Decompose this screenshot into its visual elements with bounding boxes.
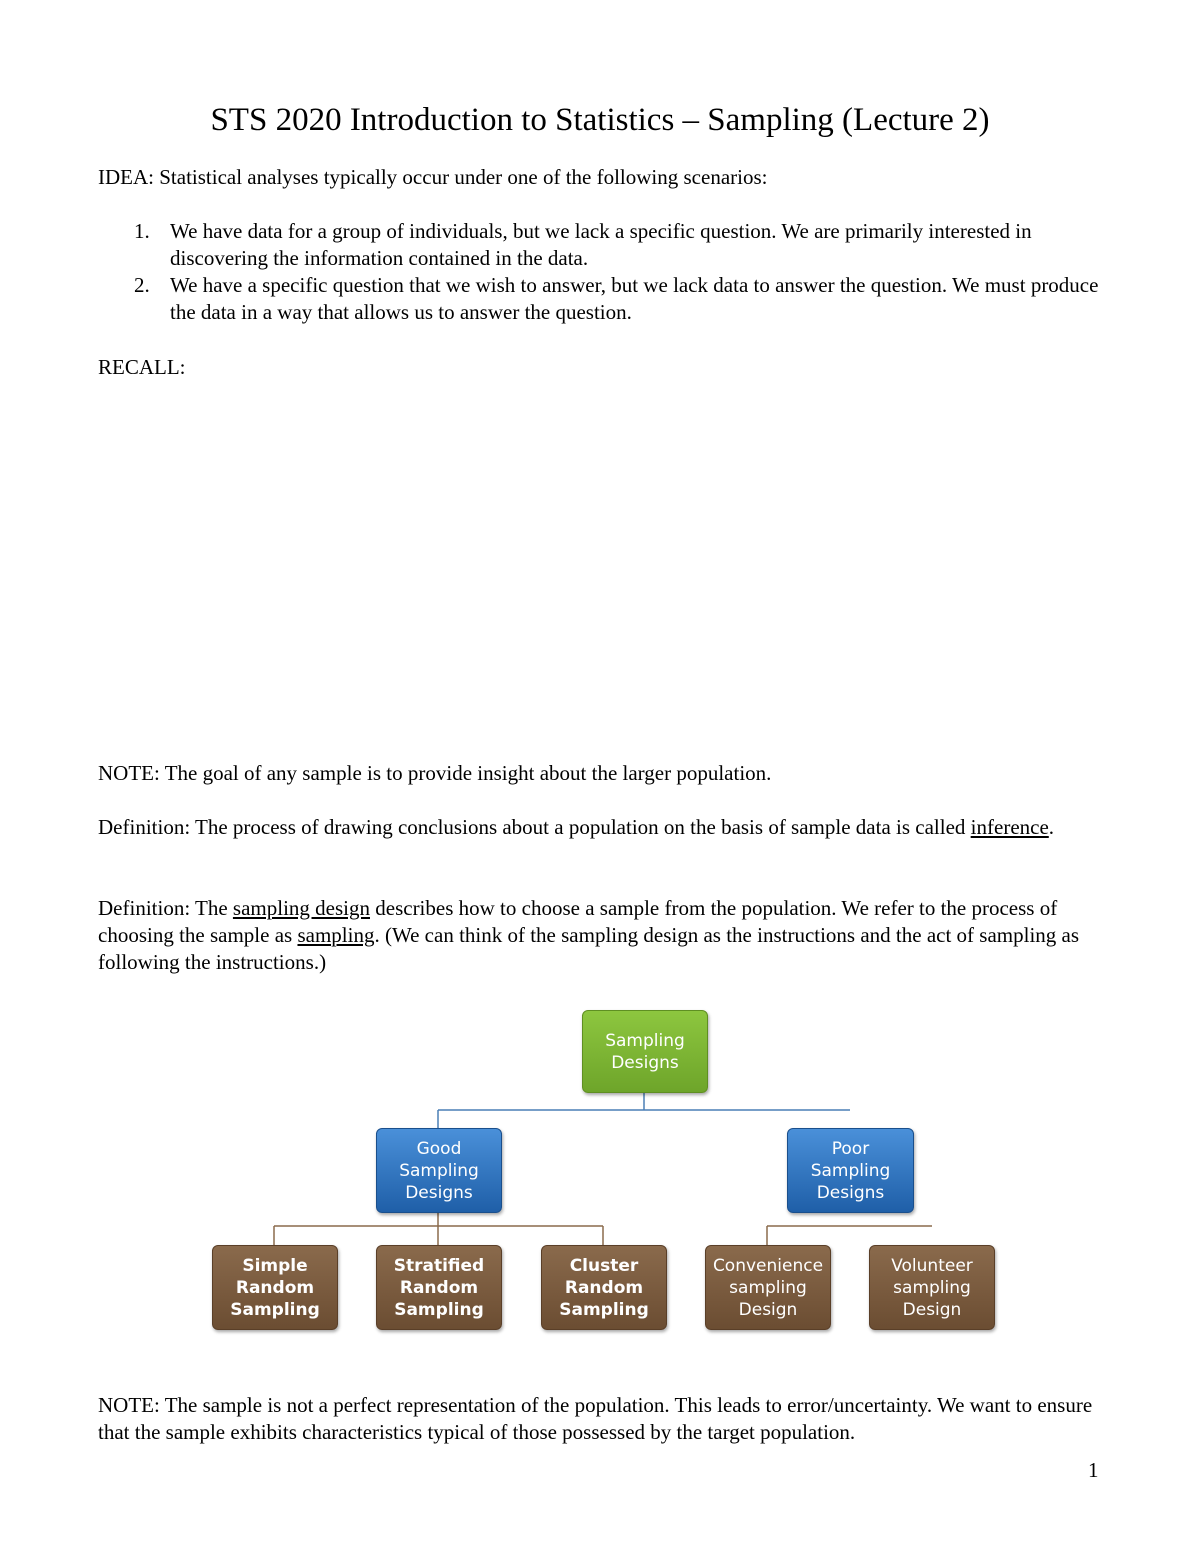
node-cluster-random-sampling: Cluster Random Sampling bbox=[541, 1245, 667, 1330]
term-sampling-design: sampling design bbox=[232, 896, 370, 920]
scenario-number: 2. bbox=[134, 273, 150, 297]
node-stratified-random-sampling: Stratified Random Sampling bbox=[376, 1245, 502, 1330]
page-title: STS 2020 Introduction to Statistics – Sampling (Lecture 2) bbox=[210, 102, 990, 138]
definition-sampling-design bbox=[98, 895, 1108, 976]
definition-inference bbox=[98, 814, 1108, 841]
definition-text: Definition: The process of drawing conclusions about a population on the basis of sample data is called bbox=[98, 815, 971, 839]
scenario-number: 1. bbox=[134, 219, 150, 243]
term-sampling: sampling bbox=[297, 923, 375, 947]
definition-text: Definition: The bbox=[98, 896, 233, 920]
idea-paragraph: IDEA: Statistical analyses typically occur under one of the following scenarios: bbox=[98, 165, 768, 189]
scenario-item-1 bbox=[98, 218, 1108, 272]
scenario-text: We have data for a group of individuals, but we lack a specific question. We are primarily interested in discovering the information contained in the data. bbox=[170, 219, 1032, 270]
node-convenience-sampling-design: Convenience sampling Design bbox=[705, 1245, 831, 1330]
note-goal: NOTE: The goal of any sample is to provide insight about the larger population. bbox=[98, 761, 772, 785]
recall-label: RECALL: bbox=[98, 355, 186, 379]
node-good-sampling-designs: Good Sampling Designs bbox=[376, 1128, 502, 1213]
node-simple-random-sampling: Simple Random Sampling bbox=[212, 1245, 338, 1330]
node-sampling-designs: Sampling Designs bbox=[582, 1010, 708, 1093]
definition-text-middle: describes how to choose a sample from the population. We refer to the process of choosing the sample as bbox=[98, 896, 1058, 947]
node-volunteer-sampling-design: Volunteer sampling Design bbox=[869, 1245, 995, 1330]
definition-suffix: . bbox=[1048, 815, 1055, 839]
scenario-text: We have a specific question that we wish to answer, but we lack data to answer the question. We must produce the data in a way that allows us to answer the question. bbox=[170, 273, 1099, 324]
definition-suffix: . (We can think of the sampling design as the instructions and the act of sampling as following the instructions.) bbox=[98, 923, 1080, 974]
scenario-item-2 bbox=[98, 272, 1108, 326]
scenario-list bbox=[98, 218, 1108, 326]
note-error: NOTE: The sample is not a perfect representation of the population. This leads to error/uncertainty. We want to ensure that the sample exhibits characteristics typical of those possessed by the target population. bbox=[98, 1393, 1093, 1444]
node-poor-sampling-designs: Poor Sampling Designs bbox=[787, 1128, 914, 1213]
term-inference: inference bbox=[970, 815, 1049, 839]
page-number: 1 bbox=[1088, 1458, 1099, 1482]
